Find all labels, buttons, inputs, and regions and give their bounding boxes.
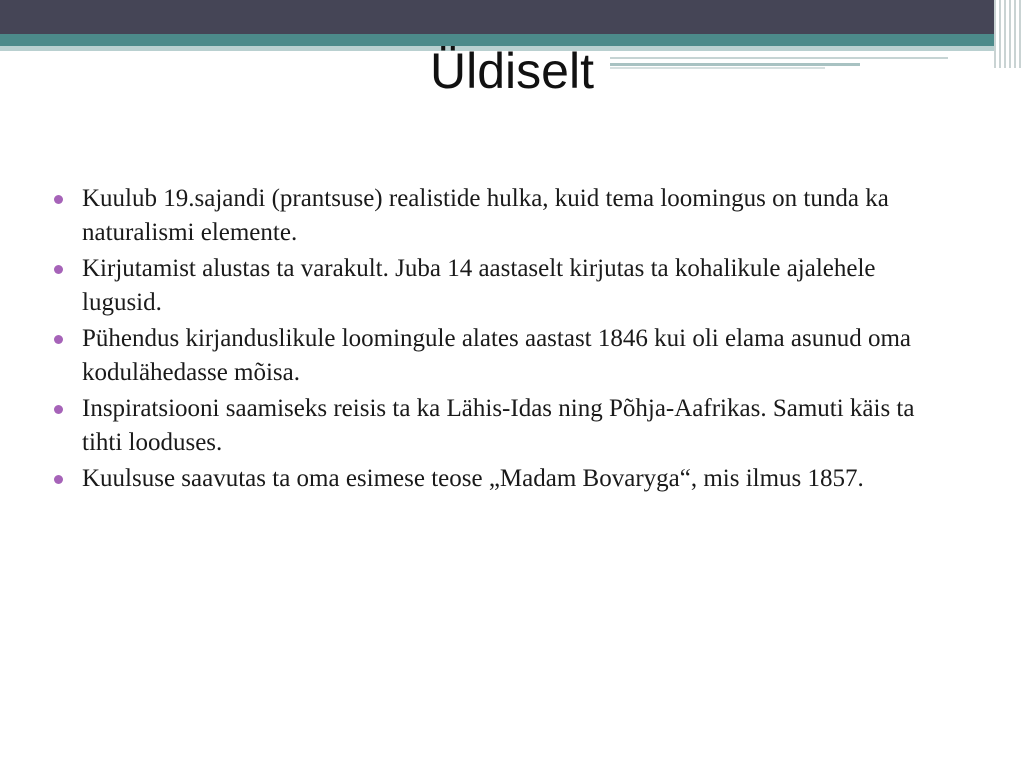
bullet-dot-icon (54, 265, 63, 274)
bullet-item (52, 322, 952, 390)
slide-title: Üldiselt (430, 43, 594, 99)
bullet-item (52, 392, 952, 460)
bullet-text: Pühendus kirjanduslikule loomingule alates aastast 1846 kui oli elama asunud oma kodulähedasse mõisa. (82, 325, 912, 386)
bullet-item (52, 252, 952, 320)
bullet-list (52, 182, 952, 498)
header-dark-band (0, 0, 1024, 34)
bullet-dot-icon (54, 335, 63, 344)
bullet-text: Inspiratsiooni saamiseks reisis ta ka Lähis-Idas ning Põhja-Aafrikas. Samuti käis ta tihti looduses. (82, 395, 915, 456)
bullet-text: Kuulub 19.sajandi (prantsuse) realistide hulka, kuid tema loomingus on tunda ka naturalismi elemente. (82, 185, 889, 246)
bullet-item (52, 182, 952, 250)
bullet-dot-icon (54, 405, 63, 414)
bullet-text: Kuulsuse saavutas ta oma esimese teose „Madam Bovaryga“, mis ilmus 1857. (82, 465, 864, 492)
bullet-dot-icon (54, 195, 63, 204)
bullet-text: Kirjutamist alustas ta varakult. Juba 14 aastaselt kirjutas ta kohalikule ajalehele lugusid. (82, 255, 876, 316)
bullet-item (52, 462, 952, 496)
bullet-dot-icon (54, 475, 63, 484)
